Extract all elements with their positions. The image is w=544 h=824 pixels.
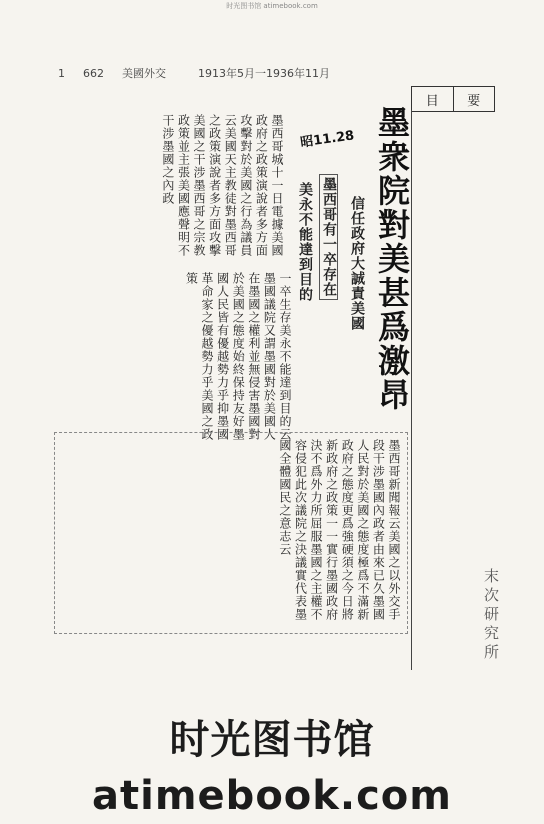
clipping-headline: 墨衆院對美甚爲激昂 (373, 106, 411, 412)
margin-divider (411, 110, 412, 670)
page-number: 1 (58, 66, 65, 80)
clipping-subhead-boxed: 墨西哥有一卒存在 (319, 174, 338, 300)
clipping-body-lower: 一卒生存美永不能達到目的云墨國議院又謂墨國對於美國人在墨國之權利並無侵害墨國對於美國之態度始終保持友好墨國人民皆有優越勢力乎抑墨國革命家之優越勢力乎美國之政策 (184, 272, 292, 441)
collection-title: 美國外交 (122, 67, 166, 80)
site-watermark: 时光图书馆 atimebook.com (92, 717, 452, 819)
site-strip: 时光图书馆 atimebook.com (226, 2, 318, 10)
page-header (58, 65, 330, 81)
clipping-body-upper: 墨西哥城十一日電據美國政府之政策演說者多方面攻擊對於美國之行為議員云美國天主教徒對墨西哥之政策演說者多方面攻擊美國之干涉墨西哥之宗教政策並主張美國應聲明不干涉墨國之內政 (160, 114, 284, 257)
clipping-subhead-purpose: 美永不能達到目的 (297, 182, 313, 302)
news-clipping-2 (54, 432, 408, 634)
margin-note: 末次研究所 (482, 568, 500, 663)
volume-number: 662 (83, 66, 104, 80)
clipping-subhead-trust: 信任政府大誠責美國 (349, 196, 365, 331)
date-range: 1913年5月一1936年11月 (198, 67, 330, 80)
date-stamp: 昭11.28 (299, 128, 356, 151)
index-box (411, 86, 495, 112)
index-box-left: 目 (412, 87, 454, 111)
index-box-right: 要 (467, 93, 481, 109)
clipping2-body: 墨西哥新聞報云美國之以外交手段干涉墨國內政者由來已久墨國人民對於美國之態度極爲不滿新政府之態度更爲強硬須之今日將新政府之政策一一實行墨國政府決不爲外力所屈服墨國之主權不容侵犯此次議院之決議實代表墨國全體國民之意志云 (277, 439, 401, 621)
